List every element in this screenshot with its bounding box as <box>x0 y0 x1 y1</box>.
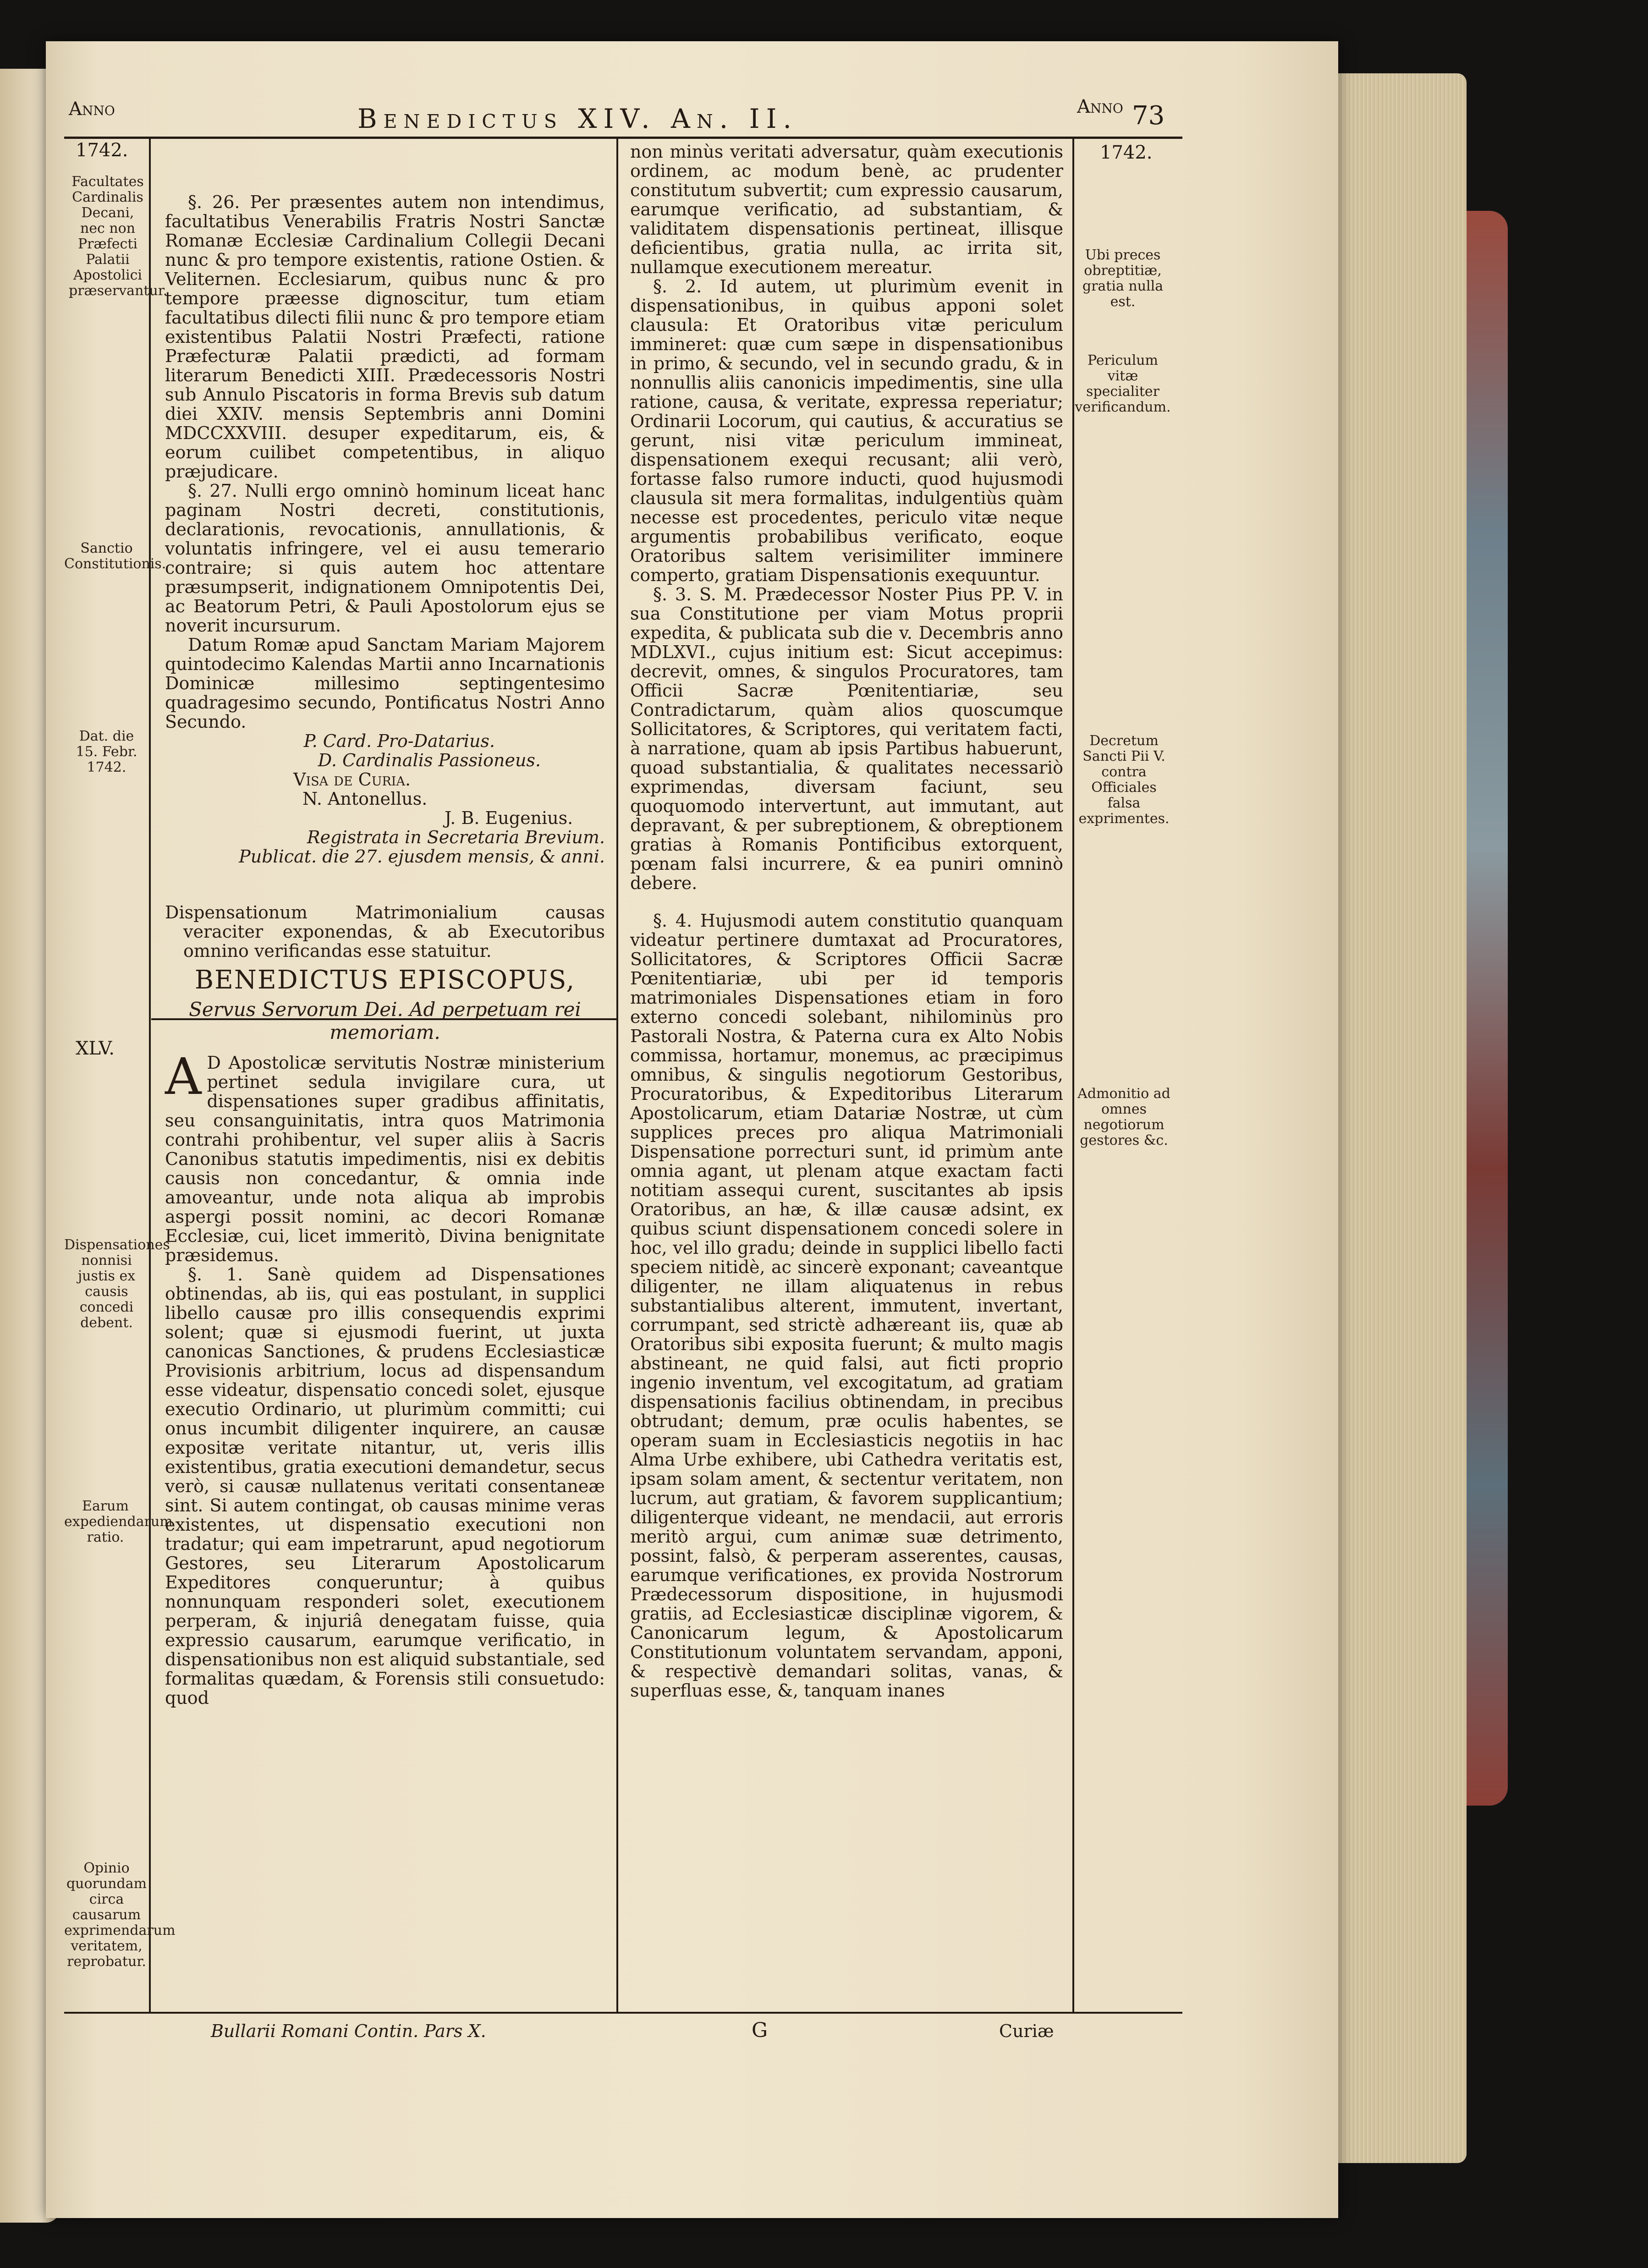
paragraph-1: §. 1. Sanè quidem ad Dispensationes obtinendas, ab iis, qui eas postulant, in supplici libello causæ pro illis consequendis exprimi solent; quæ si ejusmodi fuerint, ut juxta canonicas Sanctiones, & prudens Ecclesiasticæ Provisionis arbitrium, locus ad dispensandum esse videatur, dispensatio concedi solet, ejusque executio Ordinario, ut plurimùm committi; cui onus incumbit diligenter inquirere, an causæ expositæ veritate nitantur, ut, veris illis existentibus, gratia executioni demandetur, secus verò, si causæ nullatenus veritati consentaneæ sint. Si autem contingat, ob causas minime veras existentes, ut dispensatio executioni non tradatur; qui eam impetrarunt, apud negotiorum Gestores, seu Literarum Apostolicarum Expeditores conqueruntur; à quibus nonnunquam responderi solet, executionem perperam, & injuriâ denegatam fuisse, quia expressio causarum, earumque verificatio, in dispensationibus non est aliquid substantiale, sed formalitas quædam, & Forensis stili consuetudo: quod <box>165 1264 605 1708</box>
constitution-rubric: Dispensationum Matrimonialium causas veraciter exponendas, & ab Executoribus omnino verificandas esse statuitur. <box>165 902 605 961</box>
margin-note-datum: Dat. die 15. Febr. 1742. <box>76 728 137 775</box>
intro-paragraph: D Apostolicæ servitutis Nostræ ministerium pertinet sedula invigilare cura, ut dispensationes super gradibus affinitatis, seu consanguinitatis, intra quos Matrimonia contrahi prohibentur, vel super aliis à Sacris Canonibus statutis impedimentis, nisi ex debitis causis non concedantur, & omnia inde amoveantur, unde nota aliqua ab improbis aspergi possit nomini, ac decori Romanæ Ecclesiæ, cui, licet immeritò, Divina benignitate præsidemus. <box>165 1053 605 1265</box>
header-right-year-label: Anno <box>1077 96 1123 117</box>
paragraph-4: §. 4. Hujusmodi autem constitutio quanquam videatur pertinere dumtaxat ad Procuratores, Sollicitatores, & Scriptores Officii Sacræ Pœnitentiariæ, ubi per id temporis matrimoniales Dispensationes etiam in foro externo concedi solebant, nihilominùs pro Pastorali Nostra, & Paterna cura ex Alto Nobis commissa, hortamur, monemus, ac præcipimus omnibus, & singulis negotiorum Gestoribus, Procuratoribus, & Expeditoribus Literarum Apostolicarum, etiam Datariæ Nostræ, ut cùm supplices preces pro aliqua Matrimoniali Dispensatione porrecturi sunt, id primùm ante omnia agant, ut plenam atque exactam facti notitiam assequi curent, suscitantes ab ipsis Oratoribus, an hæ, & illæ causæ adsint, ex quibus sciunt dispensationem concedi solere in hoc, vel illo gradu; deinde in supplici libello facti speciem nitidè, ac sincerè exponant; caveantque diligenter, ne illam aliquatenus in rebus substantialibus alterent, immutent, invertant, corrumpant, sed strictè adhæreant iis, quæ ab Oratoribus sibi exposita fuerunt; & multo magis abstineant, ne quid falsi, aut ficti proprio ingenio inventum, vel excogitatum, ad gratiam dispensationis facilius obtinendam, in precibus obtrudant; demum, præ oculis habentes, se operam suam in Ecclesiasticis negotiis in hac Alma Urbe exhibere, ubi Cathedra veritatis est, ipsam solam ament, & sectentur veritatem, non lucrum, aut gratiam, & favorem supplicantium; diligenterque videant, ne mendacii, aut erroris meritò argui, cum animæ suæ detrimento, possint, falsò, & perperam asserentes, causas, earumque verificationes, ex provida Nostrorum Prædecessorum dispositione, in hujusmodi gratiis, ad Ecclesiasticæ disciplinæ vigorem, & Canonicarum legum, & Apostolicarum Constitutionum voluntatem servandam, apponi, & respectivè demandari solitas, vanas, & superfluas esse, &, tanquam inanes <box>630 911 1063 1701</box>
margin-note-facultates: Facultates Cardinalis Decani, nec non Præfecti Palatii Apostolici præservantur. <box>69 174 168 299</box>
footer-signature-mark: G <box>752 2019 768 2042</box>
margin-note-dispensationes: Dispensationes nonnisi justis ex causis concedi debent. <box>64 1237 170 1331</box>
continuation-paragraph: non minùs veritati adversatur, quàm executionis ordinem, ac modum benè, ac prudenter constitutum subvertit; cum expressio causarum, earumque verificatio, ad substantiam, & validitatem dispensationis pertineat, illisque deficientibus, gratia nulla, ac irrita sit, nullamque executionem mereatur. <box>630 142 1063 277</box>
margin-note-expediendarum: Earum expediendarum ratio. <box>64 1498 173 1545</box>
margin-note-admonitio: Admonitio ad omnes negotiorum gestores &c. <box>1077 1086 1170 1148</box>
header-left-year-label: Anno <box>69 99 115 120</box>
running-title: Benedictus XIV. An. II. <box>357 103 798 134</box>
footer-work-title: Bullarii Romani Contin. Pars X. <box>211 2021 486 2041</box>
signature-antonellus: N. Antonellus. <box>302 789 428 809</box>
footer-rule <box>64 2012 1182 2014</box>
signature-eugenius: J. B. Eugenius. <box>445 808 573 828</box>
header-left-year: 1742. <box>76 140 128 161</box>
margin-note-sanctio: Sanctio Constitutionis. <box>64 540 166 572</box>
paragraph-3: §. 3. S. M. Prædecessor Noster Pius PP. V. in sua Constitutione per viam Motus proprii expedita, & publicata sub die v. Decembris anno MDLXVI., cujus initium est: Sicut accepimus: decrevit, omnes, & singulos Procuratores, tam Officii Sacræ Pœnitentiariæ, seu Contradictarum, quàm alios quoscumque Sollicitatores, & Scriptores, qui veritatem facti, à narratione, quam ab ipsis Partibus habuerunt, quoad substantialia, & qualitates necessariò exprimendas, diversam faciunt, seu quoquomodo intervertunt, aut immutant, aut depravant, & per subreptionem, & obreptionem gratias à Romanis Pontificibus extorquent, pœnam falsi incurrere, & ea puniri omninò debere. <box>630 584 1063 893</box>
page-number: 73 <box>1132 101 1165 131</box>
registrata-note: Registrata in Secretaria Brevium. <box>307 827 605 847</box>
column-rule-center <box>616 137 618 2012</box>
header-right-year: 1742. <box>1100 142 1153 163</box>
paragraph-26: §. 26. Per præsentes autem non intendimus, facultatibus Venerabilis Fratris Nostri Sanctæ Romanæ Ecclesiæ Cardinalium Collegii Decani nunc & pro tempore existentis, ratione Ostien. & Veliternen. Ecclesiarum, quibus nunc & pro tempore præesse dignoscitur, tum etiam facultatibus dilecti filii nunc & pro tempore etiam existentibus Palatii Nostri Præfecti, ratione Præfecturæ Palatii prædicti, ad formam literarum Benedicti XIII. Prædecessoris Nostri sub Annulo Piscatoris in forma Brevis sub datum diei XXIV. mensis Septembris anni Domini MDCCXXVIII. desuper expeditarum, eis, & eorum cuilibet competentibus, in aliquo præjudicare. <box>165 192 605 482</box>
left-column <box>165 192 605 1708</box>
margin-rule-left <box>149 137 151 2012</box>
margin-rule-right <box>1072 137 1074 2012</box>
visa-de-curia: Visa de Curia. <box>293 769 411 790</box>
footer-catchword: Curiæ <box>999 2021 1054 2041</box>
constitution-subtitle: Servus Servorum Dei. Ad perpetuam rei memoriam. <box>189 998 581 1043</box>
signature-datarius: P. Card. Pro-Datarius. <box>303 731 495 751</box>
margin-note-preces: Ubi preces obreptitiæ, gratia nulla est. <box>1082 247 1164 310</box>
margin-note-periculum: Periculum vitæ specialiter verificandum. <box>1075 352 1171 415</box>
header-rule <box>64 137 1182 139</box>
right-column <box>630 142 1063 1700</box>
publicat-note: Publicat. die 27. ejusdem mensis, & anni. <box>239 846 605 867</box>
signature-passioneus: D. Cardinalis Passioneus. <box>318 750 541 770</box>
paragraph-2: §. 2. Id autem, ut plurimùm evenit in dispensationibus, in quibus apponi solet clausula: Et Oratoribus vitæ periculum immineret: quæ cum sæpe in dispensationibus in primo, & secundo, vel in secundo gradu, & in nonnullis aliis canonicis impedimentis, sine ulla ratione, causa, & veritate, expressa reperiatur; Ordinarii Locorum, qui cautius, & accuratius se gerunt, nisi vitæ periculum immineat, dispensationem exequi recusant; alii verò, fortasse falso rumore inducti, quod hujusmodi clausula sit mera formalitas, indulgentiùs quàm necesse est procedentes, periculo vitæ neque argumentis probabilibus verificato, eoque Oratoribus saltem verisimiliter imminere comperto, gratiam Dispensationis exequuntur. <box>630 276 1063 585</box>
paragraph-27: §. 27. Nulli ergo omninò hominum liceat hanc paginam Nostri decreti, constitutionis, declarationis, revocationis, annullationis, & voluntatis infringere, vel ei ausu temerario contraire; si quis autem hoc attentare præsumpserit, indignationem Omnipotentis Dei, ac Beatorum Petri, & Pauli Apostolorum ejus se noverit incursurum. <box>165 481 605 636</box>
drop-cap: A <box>165 1047 202 1106</box>
margin-note-decretum: Decretum Sancti Pii V. contra Officiales falsa exprimentes. <box>1078 733 1170 827</box>
constitution-number: XLV. <box>76 1038 115 1059</box>
margin-note-opinio: Opinio quorundam circa causarum exprimendarum veritatem, reprobatur. <box>64 1860 176 1970</box>
constitution-heading: BENEDICTUS EPISCOPUS, <box>194 965 576 995</box>
datum-paragraph: Datum Romæ apud Sanctam Mariam Majorem quintodecimo Kalendas Martii anno Incarnationis Dominicæ millesimo septingentesimo quadragesimo secundo, Pontificatus Nostri Anno Secundo. <box>165 635 605 732</box>
